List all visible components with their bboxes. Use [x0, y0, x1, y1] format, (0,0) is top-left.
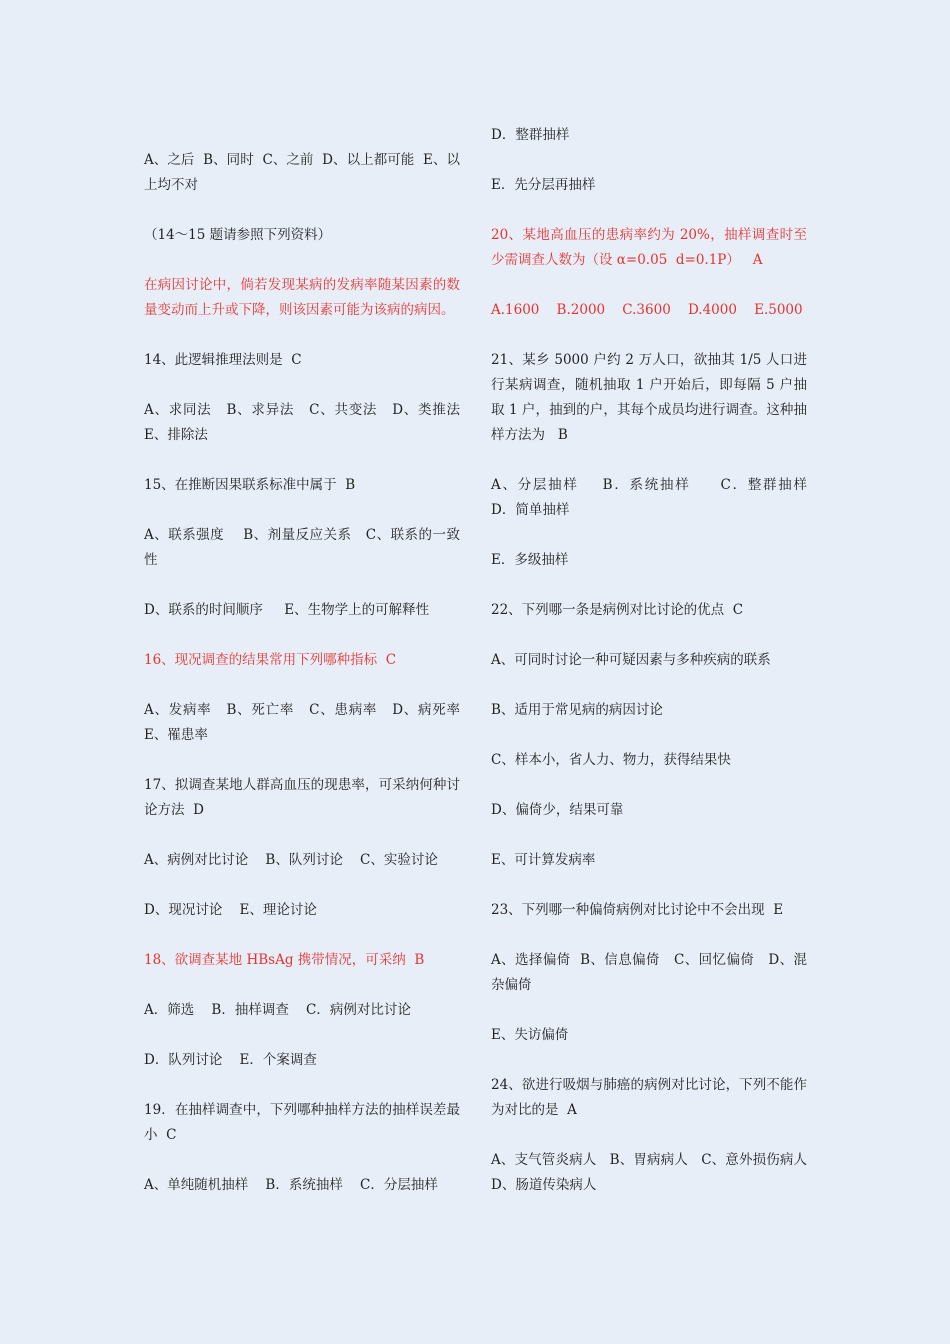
paragraph: D、现况讨论 E、理论讨论 [144, 902, 317, 918]
paragraph: A、之后 B、同时 C、之前 D、以上都可能 E、以上均不对 [144, 152, 460, 193]
paragraph: A、联系强度 B、剂量反应关系 C、联系的一致性 [144, 527, 460, 568]
paragraph: A、支气管炎病人 B、胃病病人 C、意外损伤病人 D、肠道传染病人 [491, 1152, 816, 1193]
paragraph: 21、某乡 5000 户约 2 万人口，欲抽其 1/5 人口进行某病调查，随机抽取 1 户开始后，即每隔 5 户抽取 1 户，抽到的户，其每个成员均进行调查。这种抽样方法为 B [491, 352, 807, 443]
paragraph: 16、现况调查的结果常用下列哪种指标 C [144, 652, 397, 668]
paragraph: D、联系的时间顺序 E、生物学上的可解释性 [144, 602, 430, 618]
paragraph: E．先分层再抽样 [491, 177, 596, 193]
paragraph: D．整群抽样 [491, 127, 570, 143]
paragraph: C、样本小，省人力、物力，获得结果快 [491, 752, 731, 768]
paragraph: A、单纯随机抽样 B．系统抽样 C．分层抽样 [144, 1177, 438, 1193]
paragraph: 15、在推断因果联系标准中属于 B [144, 477, 356, 493]
paragraph: （14～15 题请参照下列资料） [144, 227, 332, 243]
paragraph: 17、拟调查某地人群高血压的现患率，可采纳何种讨论方法 D [144, 777, 460, 818]
paragraph: A.1600 B.2000 C.3600 D.4000 E.5000 [491, 302, 803, 318]
paragraph: E．多级抽样 [491, 552, 569, 568]
paragraph: E、失访偏倚 [491, 1027, 569, 1043]
paragraph: 22、下列哪一条是病例对比讨论的优点 C [491, 602, 744, 618]
paragraph: 24、欲进行吸烟与肺癌的病例对比讨论，下列不能作为对比的是 A [491, 1077, 807, 1118]
paragraph: 19．在抽样调查中，下列哪种抽样方法的抽样误差最小 C [144, 1102, 460, 1143]
paragraph: 23、下列哪一种偏倚病例对比讨论中不会出现 E [491, 902, 784, 918]
paragraph: A、病例对比讨论 B、队列讨论 C、实验讨论 [144, 852, 438, 868]
paragraph: A、发病率 B、死亡率 C、患病率 D、病死率 E、罹患率 [144, 702, 469, 743]
paragraph: D．队列讨论 E．个案调查 [144, 1052, 317, 1068]
paragraph: A、分层抽样 B．系统抽样 C．整群抽样 D．简单抽样 [491, 477, 829, 518]
paragraph: 20、某地高血压的患病率约为 20%，抽样调查时至少需调查人数为（设 α=0.05 d=0.1P） A [491, 227, 807, 268]
paragraph: 在病因讨论中，倘若发现某病的发病率随某因素的数量变动而上升或下降，则该因素可能为该病的病因。 [144, 277, 460, 318]
paragraph: A．筛选 B．抽样调查 C．病例对比讨论 [144, 1002, 411, 1018]
paragraph: A、可同时讨论一种可疑因素与多种疾病的联系 [491, 652, 771, 668]
paragraph: A、选择偏倚 B、信息偏倚 C、回忆偏倚 D、混杂偏倚 [491, 952, 807, 993]
left-column [144, 148, 473, 1223]
paragraph: E、可计算发病率 [491, 852, 596, 868]
paragraph: 14、此逻辑推理法则是 C [144, 352, 302, 368]
paragraph: B、适用于常见病的病因讨论 [491, 702, 663, 718]
right-column [491, 123, 829, 1223]
paragraph: A、求同法 B、求异法 C、共变法 D、类推法 E、排除法 [144, 402, 473, 443]
paragraph: 18、欲调查某地 HBsAg 携带情况，可采纳 B [144, 952, 425, 968]
paragraph: D、偏倚少，结果可靠 [491, 802, 624, 818]
